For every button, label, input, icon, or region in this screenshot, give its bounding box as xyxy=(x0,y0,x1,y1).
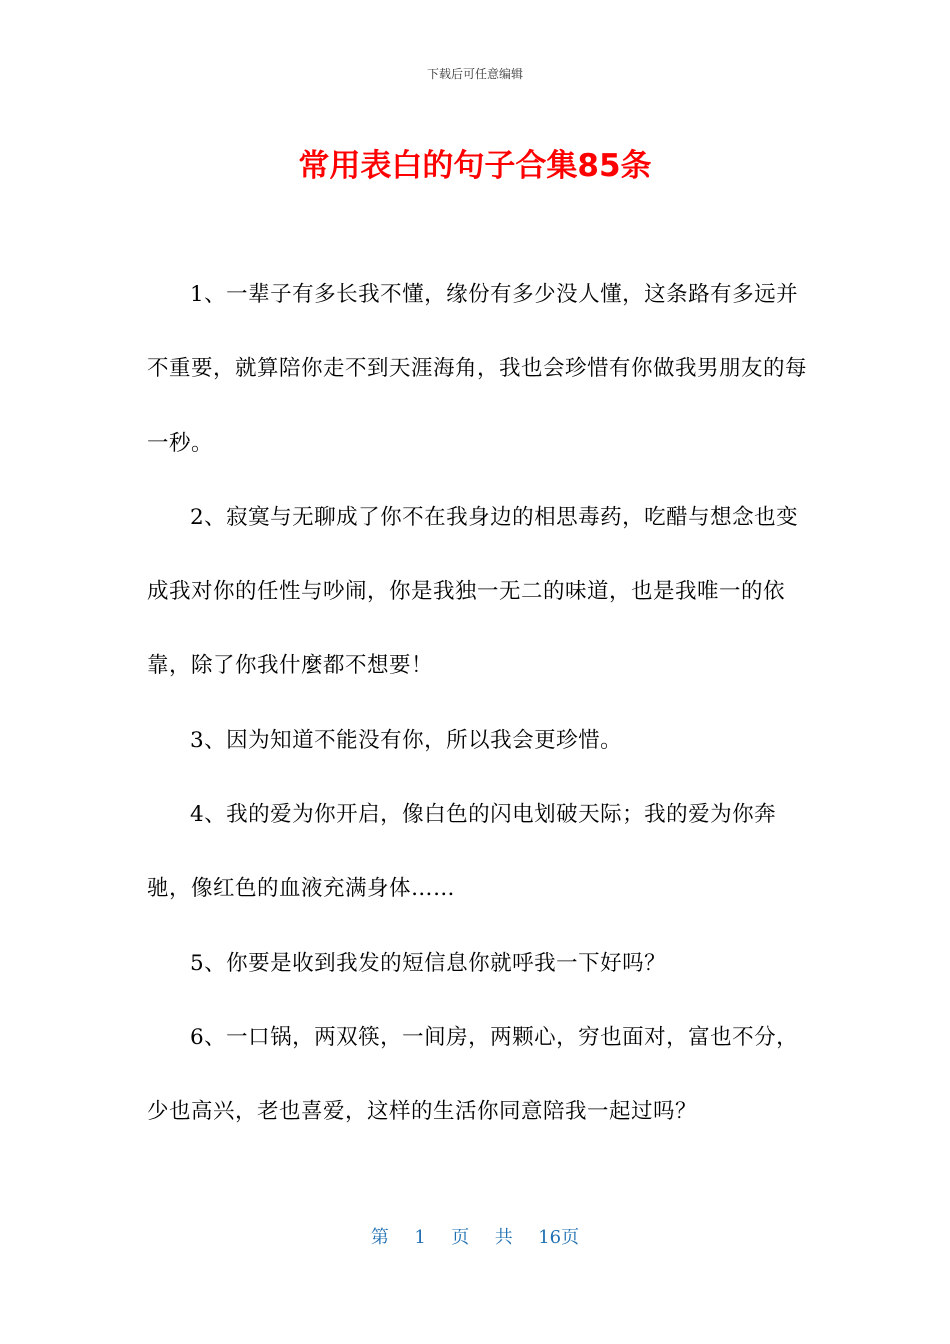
footer-prefix: 第 xyxy=(370,1227,389,1248)
paragraph-5: 5、你要是收到我发的短信息你就呼我一下好吗？ xyxy=(190,950,667,976)
header-note: 下载后可任意编辑 xyxy=(426,67,523,81)
footer-total-prefix: 共 xyxy=(494,1227,513,1248)
paragraph-6: 6、一口锅，两双筷，一间房，两颗心，穷也面对，富也不分，少也高兴，老也喜爱，这样的生活你同意陪我一起过吗？ xyxy=(147,1024,799,1125)
paragraph-1: 1、一辈子有多长我不懂，缘份有多少没人懂，这条路有多远并不重要，就算陪你走不到天涯海角，我也会珍惜有你做我男朋友的每一秒。 xyxy=(147,282,808,456)
paragraph-4: 4、我的爱为你开启，像白色的闪电划破天际；我的爱为你奔驰，像红色的血液充满身体…… xyxy=(147,802,777,902)
footer-suffix: 页 xyxy=(561,1227,580,1248)
paragraph-3: 3、因为知道不能没有你，所以我会更珍惜。 xyxy=(190,727,623,753)
page-footer xyxy=(0,1226,950,1250)
paragraph-2: 2、寂寞与无聊成了你不在我身边的相思毒药，吃醋与想念也变成我对你的任性与吵闹，你是我独一无二的味道，也是我唯一的依靠，除了你我什麼都不想要！ xyxy=(147,504,799,679)
footer-page-label: 页 xyxy=(451,1227,470,1248)
footer-page-number: 1 xyxy=(414,1227,426,1248)
document-body xyxy=(147,258,807,1150)
document-title: 常用表白的句子合集85条 xyxy=(298,148,652,184)
footer-total-pages: 16 xyxy=(538,1227,562,1248)
